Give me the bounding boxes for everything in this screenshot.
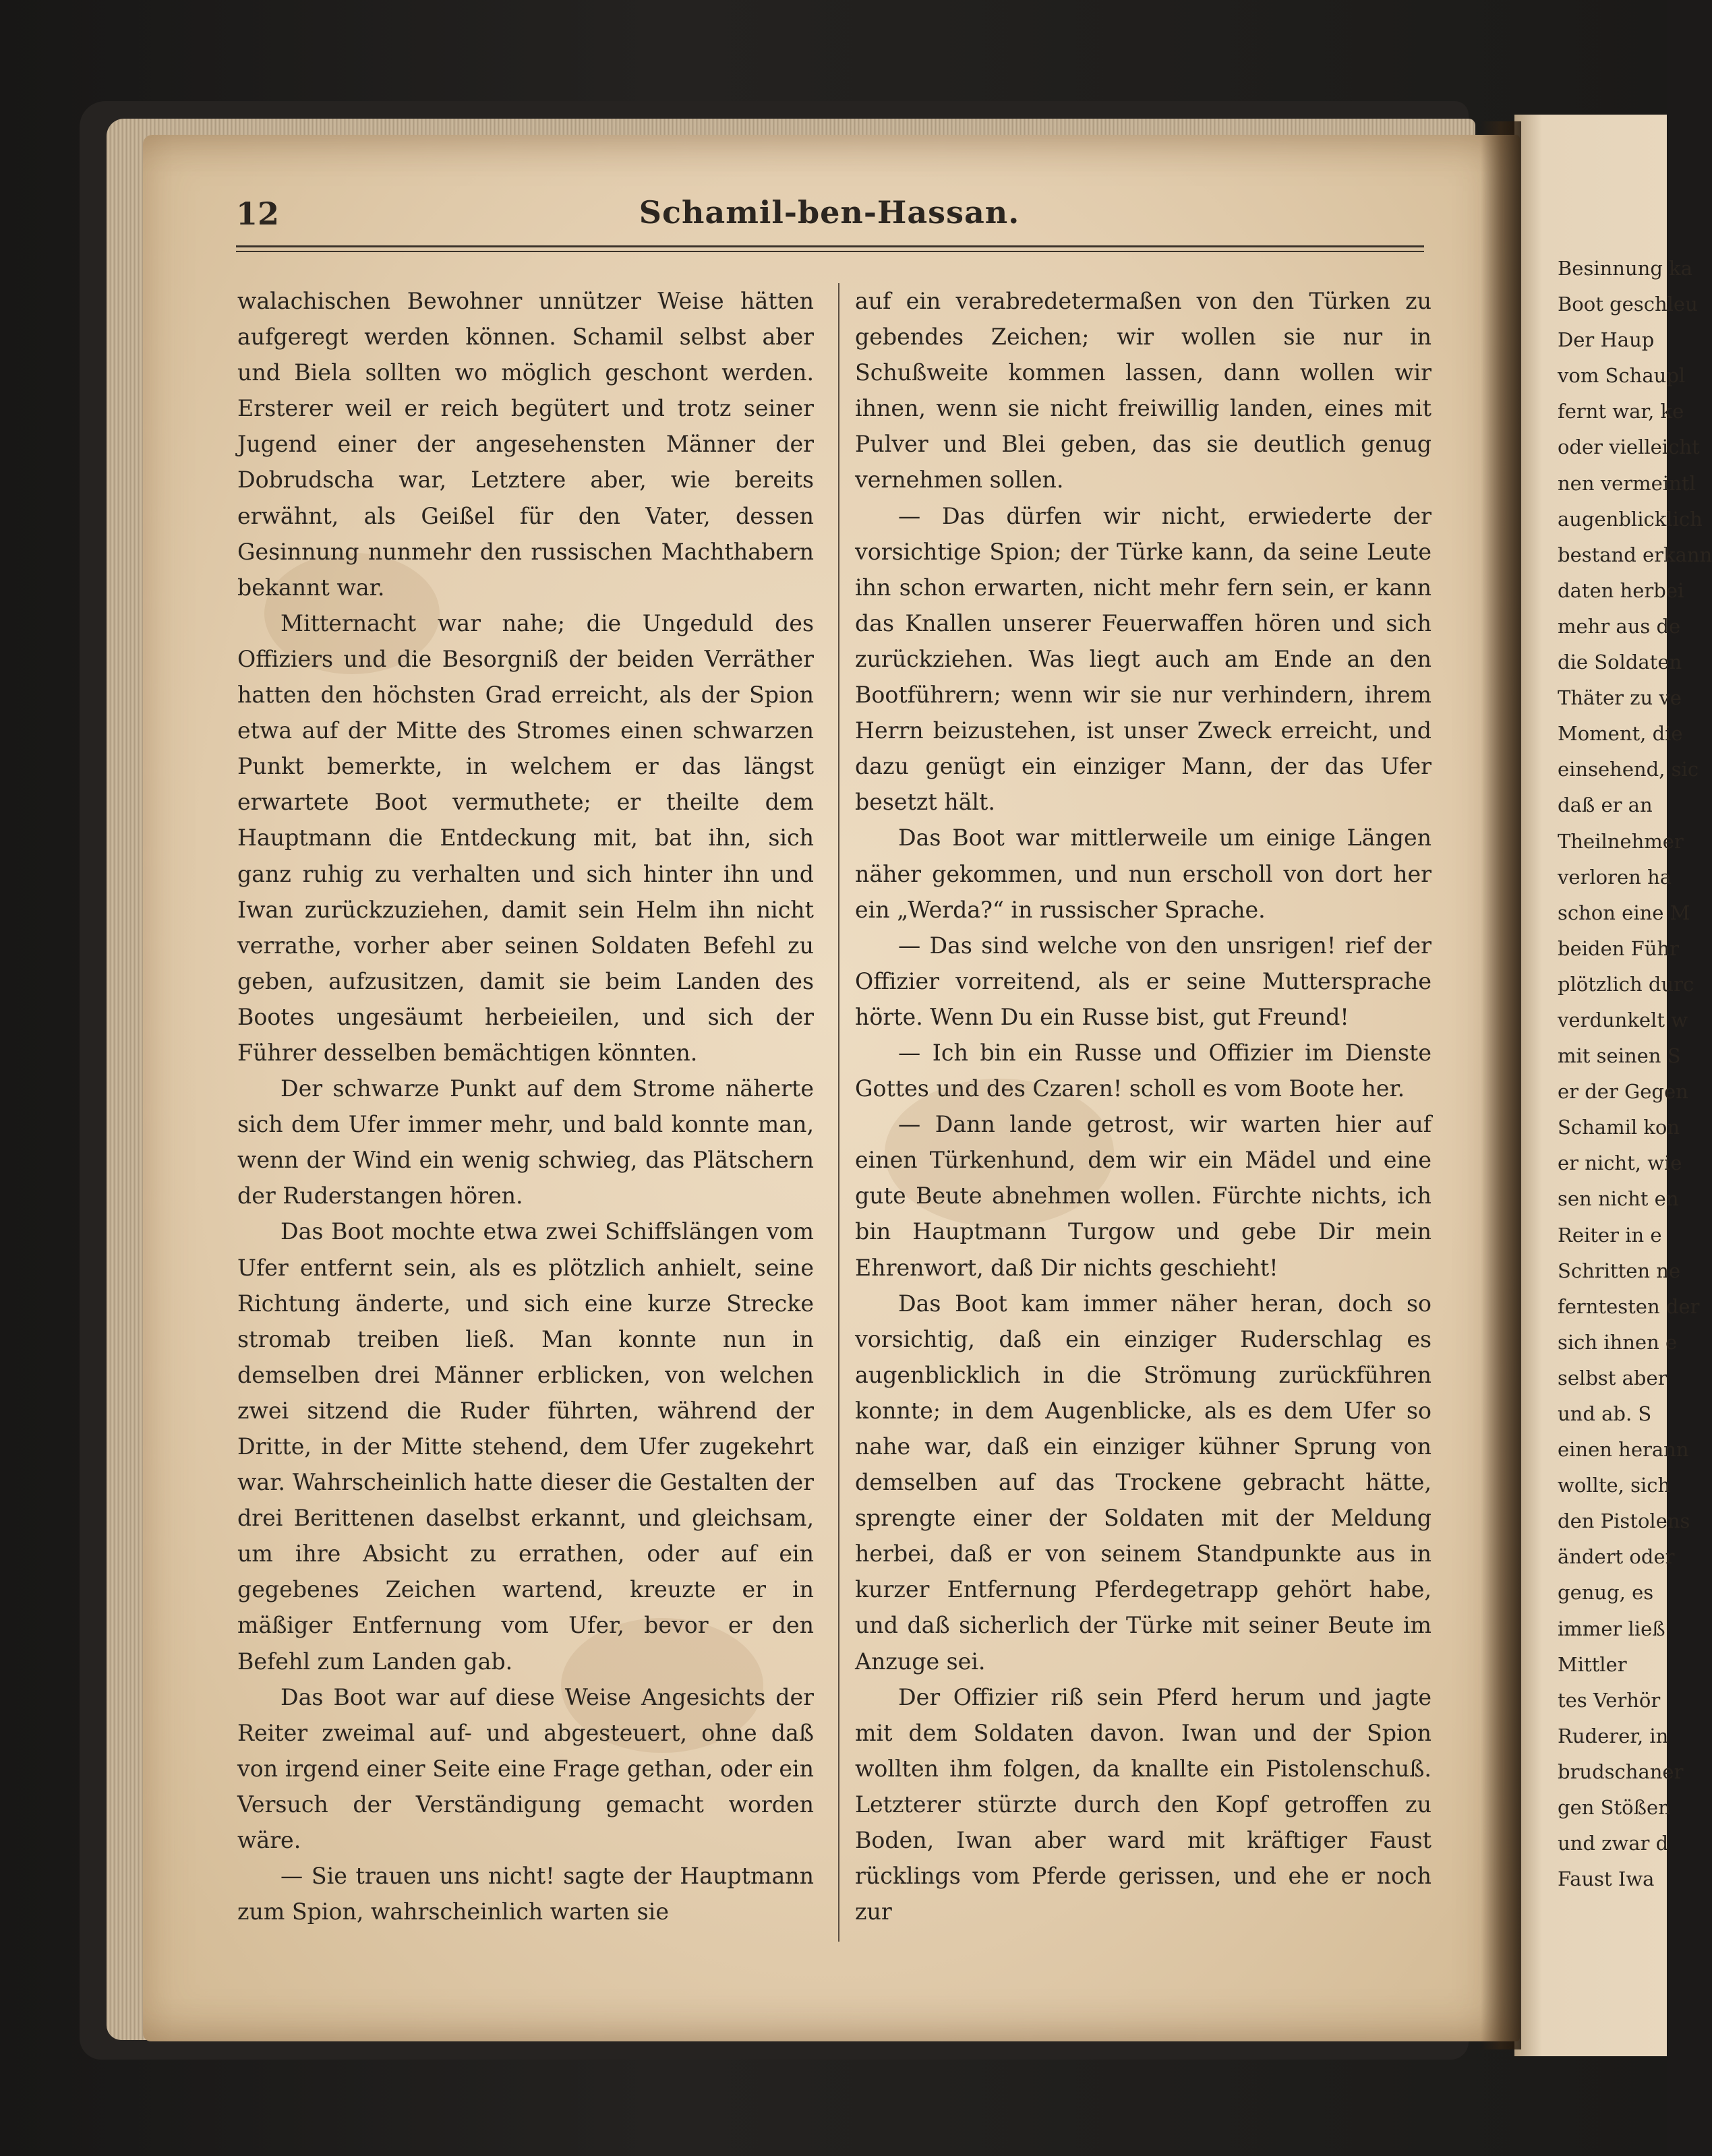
facing-page-line: oder vielleicht	[1558, 436, 1700, 459]
facing-page-text	[1558, 251, 1712, 1897]
facing-page-line: Reiter in e	[1558, 1223, 1662, 1247]
facing-page-line: mit seinen S	[1558, 1044, 1681, 1068]
paragraph: walachischen Bewohner unnützer Weise hätten aufgeregt werden können. Schamil selbst aber und Biela sollten wo möglich geschont werden. Ersterer weil er reich begütert und trotz seiner Jugend einer der angesehensten Männer der Dobrudscha war, Letztere aber, wie bereits erwähnt, als Geißel für den Vater, dessen Gesinnung nunmehr den russischen Machthabern bekannt war.	[237, 288, 814, 601]
paragraph: Mitternacht war nahe; die Ungeduld des Offiziers und die Besorgniß der beiden Verräther hatten den höchsten Grad erreicht, als der Spion etwa auf der Mitte des Stromes einen schwarzen Punkt bemerkte, in welchem er das längst erwartete Boot vermuthete; er theilte dem Hauptmann die Entdeckung mit, bat ihn, sich ganz ruhig zu verhalten und sich hinter ihn und Iwan zurückzuziehen, damit sein Helm ihn nicht verrathe, vorher aber seinen Soldaten Befehl zu geben, aufzusitzen, damit sie beim Landen des Bootes ungesäumt herbeieilen, und sich der Führer desselben bemächtigen könnten.	[237, 609, 814, 1066]
facing-page-line: tes Verhör	[1558, 1688, 1661, 1712]
book-gutter	[1481, 121, 1521, 2049]
facing-page-line: daß er an	[1558, 793, 1653, 817]
facing-page-line: genug, es	[1558, 1581, 1654, 1605]
facing-page-line: augenblicklich	[1558, 507, 1703, 531]
page-header	[236, 196, 1423, 243]
paragraph: — Ich bin ein Russe und Offizier im Dienste Gottes und des Czaren! scholl es vom Boote her.	[855, 1039, 1431, 1102]
facing-page-line: schon eine M	[1558, 901, 1690, 924]
facing-page-line: und ab. S	[1558, 1402, 1652, 1425]
paragraph: auf ein verabredetermaßen von den Türken zu gebendes Zeichen; wir wollen sie nur in Schußweite kommen lassen, dann wollen wir ihnen, wenn sie nicht freiwillig landen, eines mit Pulver und Blei geben, das sie deutlich genug vernehmen sollen.	[855, 288, 1431, 493]
running-title: Schamil-ben-Hassan.	[639, 194, 1020, 231]
facing-page-line: nen vermeintl	[1558, 471, 1696, 495]
paragraph: Das Boot war mittlerweile um einige Längen näher gekommen, und nun erscholl von dort her ein „Werda?“ in russischer Sprache.	[855, 825, 1431, 923]
paragraph: Das Boot war auf diese Weise Angesichts der Reiter zweimal auf- und abgesteuert, ohne daß von irgend einer Seite eine Frage gethan, oder ein Versuch der Verständigung gemacht worden wäre.	[237, 1683, 814, 1854]
facing-page-line: immer ließ	[1558, 1617, 1665, 1640]
paragraph: Das Boot kam immer näher heran, doch so vorsichtig, daß ein einziger Ruderschlag es augenblicklich in die Strömung zurückführen konnte; in dem Augenblicke, als es dem Ufer so nahe war, daß ein einziger kühner Sprung von demselben auf das Trockene gebracht hätte, sprengte einer der Soldaten mit der Meldung herbei, daß er von seinem Standpunkte aus in kurzer Entfernung Pferdegetrapp gehört habe, und daß sicherlich der Türke mit seiner Beute im Anzuge sei.	[855, 1290, 1431, 1675]
right-text-column	[855, 283, 1431, 1929]
facing-page	[1514, 115, 1712, 2056]
facing-page-line: einsehend, sic	[1558, 758, 1699, 781]
facing-page-line: einen herann	[1558, 1438, 1689, 1462]
facing-page-line: ändert oder	[1558, 1545, 1675, 1569]
facing-page-line: plötzlich durc	[1558, 972, 1694, 996]
facing-page-line: brudschaner	[1558, 1760, 1684, 1783]
column-divider	[838, 283, 839, 1942]
facing-page-line: Besinnung ka	[1558, 257, 1692, 280]
facing-page-line: Faust Iwa	[1558, 1867, 1655, 1891]
facing-page-line: und zwar d	[1558, 1832, 1669, 1855]
facing-page-line: bestand erkann	[1558, 543, 1712, 566]
facing-page-line: sen nicht en	[1558, 1187, 1679, 1211]
page-number: 12	[236, 196, 280, 232]
facing-page-line: mehr aus de	[1558, 614, 1681, 638]
facing-page-line: Moment, die	[1558, 722, 1683, 746]
facing-page-line: selbst aber	[1558, 1366, 1667, 1389]
paragraph: — Das dürfen wir nicht, erwiederte der vorsichtige Spion; der Türke kann, da seine Leute ihn schon erwarten, nicht mehr fern sein, er kann das Knallen unserer Feuerwaffen hören und sich zurückziehen. Was liegt auch am Ende an den Bootführern; wenn wir sie nur verhindern, ihrem Herrn beizustehen, ist unser Zweck erreicht, und dazu genügt ein einziger Mann, der das Ufer besetzt hält.	[855, 502, 1431, 816]
header-rule	[236, 251, 1424, 252]
facing-page-line: Schritten ne	[1558, 1259, 1681, 1282]
paragraph: — Sie trauen uns nicht! sagte der Hauptmann zum Spion, wahrscheinlich warten sie	[237, 1863, 814, 1925]
facing-page-line: sich ihnen e	[1558, 1330, 1678, 1354]
facing-page-line: daten herbei	[1558, 578, 1684, 602]
facing-page-line: er nicht, wie	[1558, 1151, 1682, 1175]
left-text-column	[237, 283, 814, 1929]
facing-page-line: vom Schaupl	[1558, 364, 1686, 388]
facing-page-line: Der Haup	[1558, 328, 1655, 352]
paragraph: Der schwarze Punkt auf dem Strome näherte sich dem Ufer immer mehr, und bald konnte man, wenn der Wind ein wenig schwieg, das Plätschern der Ruderstangen hören.	[237, 1075, 814, 1209]
paragraph: — Dann lande getrost, wir warten hier auf einen Türkenhund, dem wir ein Mädel und eine gute Beute abnehmen wollen. Fürchte nichts, ich bin Hauptmann Turgow und gebe Dir mein Ehrenwort, daß Dir nichts geschieht!	[855, 1111, 1431, 1281]
facing-page-line: er der Gegen	[1558, 1080, 1688, 1104]
facing-page-line: wollte, sich	[1558, 1474, 1671, 1497]
facing-page-line: die Soldaten	[1558, 651, 1682, 674]
facing-page-line: verdunkelt w	[1558, 1008, 1688, 1031]
header-rule	[236, 245, 1424, 247]
facing-page-line: Boot geschleu	[1558, 293, 1698, 316]
facing-page-line: den Pistolens	[1558, 1509, 1690, 1533]
paragraph: — Das sind welche von den unsrigen! rief der Offizier vorreitend, als er seine Muttersprache hörte. Wenn Du ein Russe bist, gut Freund!	[855, 932, 1431, 1030]
facing-page-line: Mittler	[1558, 1652, 1627, 1676]
facing-page-line: ferntesten der	[1558, 1294, 1700, 1318]
facing-page-line: Schamil kon	[1558, 1116, 1680, 1139]
facing-page-line: beiden Führ	[1558, 936, 1679, 960]
paragraph: Der Offizier riß sein Pferd herum und jagte mit dem Soldaten davon. Iwan und der Spion wollten ihm folgen, da knallte ein Pistolenschuß. Letzterer stürzte durch den Kopf getroffen zu Boden, Iwan aber ward mit kräftiger Faust rücklings vom Pferde gerissen, und ehe er noch zur	[855, 1683, 1431, 1925]
facing-page-line: Theilnehmer	[1558, 829, 1684, 853]
facing-page-line: Ruderer, in	[1558, 1724, 1669, 1747]
facing-page-line: verloren ha	[1558, 865, 1672, 889]
facing-page-line: Thäter zu ve	[1558, 686, 1682, 710]
paragraph: Das Boot mochte etwa zwei Schiffslängen vom Ufer entfernt sein, als es plötzlich anhielt, seine Richtung änderte, und sich eine kurze Strecke stromab treiben ließ. Man konnte nun in demselben drei Männer erblicken, von welchen zwei sitzend die Ruder führten, während der Dritte, in der Mitte stehend, dem Ufer zugekehrt war. Wahrscheinlich hatte dieser die Gestalten der drei Berittenen daselbst erkannt, und gleichsam, um ihre Absicht zu errathen, oder auf ein gegebenes Zeichen wartend, kreuzte er in mäßiger Entfernung vom Ufer, bevor er den Befehl zum Landen gab.	[237, 1218, 814, 1675]
facing-page-line: gen Stößen	[1558, 1796, 1671, 1820]
facing-page-line: fernt war, ke	[1558, 400, 1684, 423]
